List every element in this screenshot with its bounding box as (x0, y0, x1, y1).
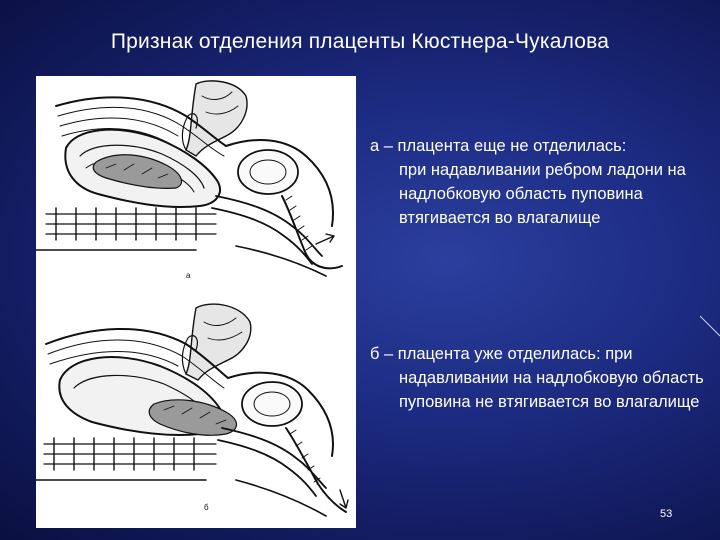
illustration-panel-a (36, 81, 342, 280)
caption-a (370, 134, 714, 230)
caption-a-text: при надавливании ребром ладони на надлобковую область пуповина втягивается во влагалище (399, 161, 686, 227)
panel-a-label: а (186, 271, 191, 280)
illustration-panel-b (36, 304, 348, 516)
caption-a-first-line: а – плацента еще не отделилась: (370, 137, 627, 155)
caption-b (370, 342, 714, 414)
panel-b-label: б (204, 503, 209, 512)
anatomical-illustration (36, 76, 356, 528)
slide-title: Признак отделения плаценты Кюстнера-Чукалова (110, 30, 610, 53)
page-number: 53 (660, 508, 673, 520)
caption-b-first-line: б – плацента уже отделилась: при (370, 345, 633, 363)
caption-b-text: надавливании на надлобковую область пуповина не втягивается во влагалище (399, 369, 704, 411)
